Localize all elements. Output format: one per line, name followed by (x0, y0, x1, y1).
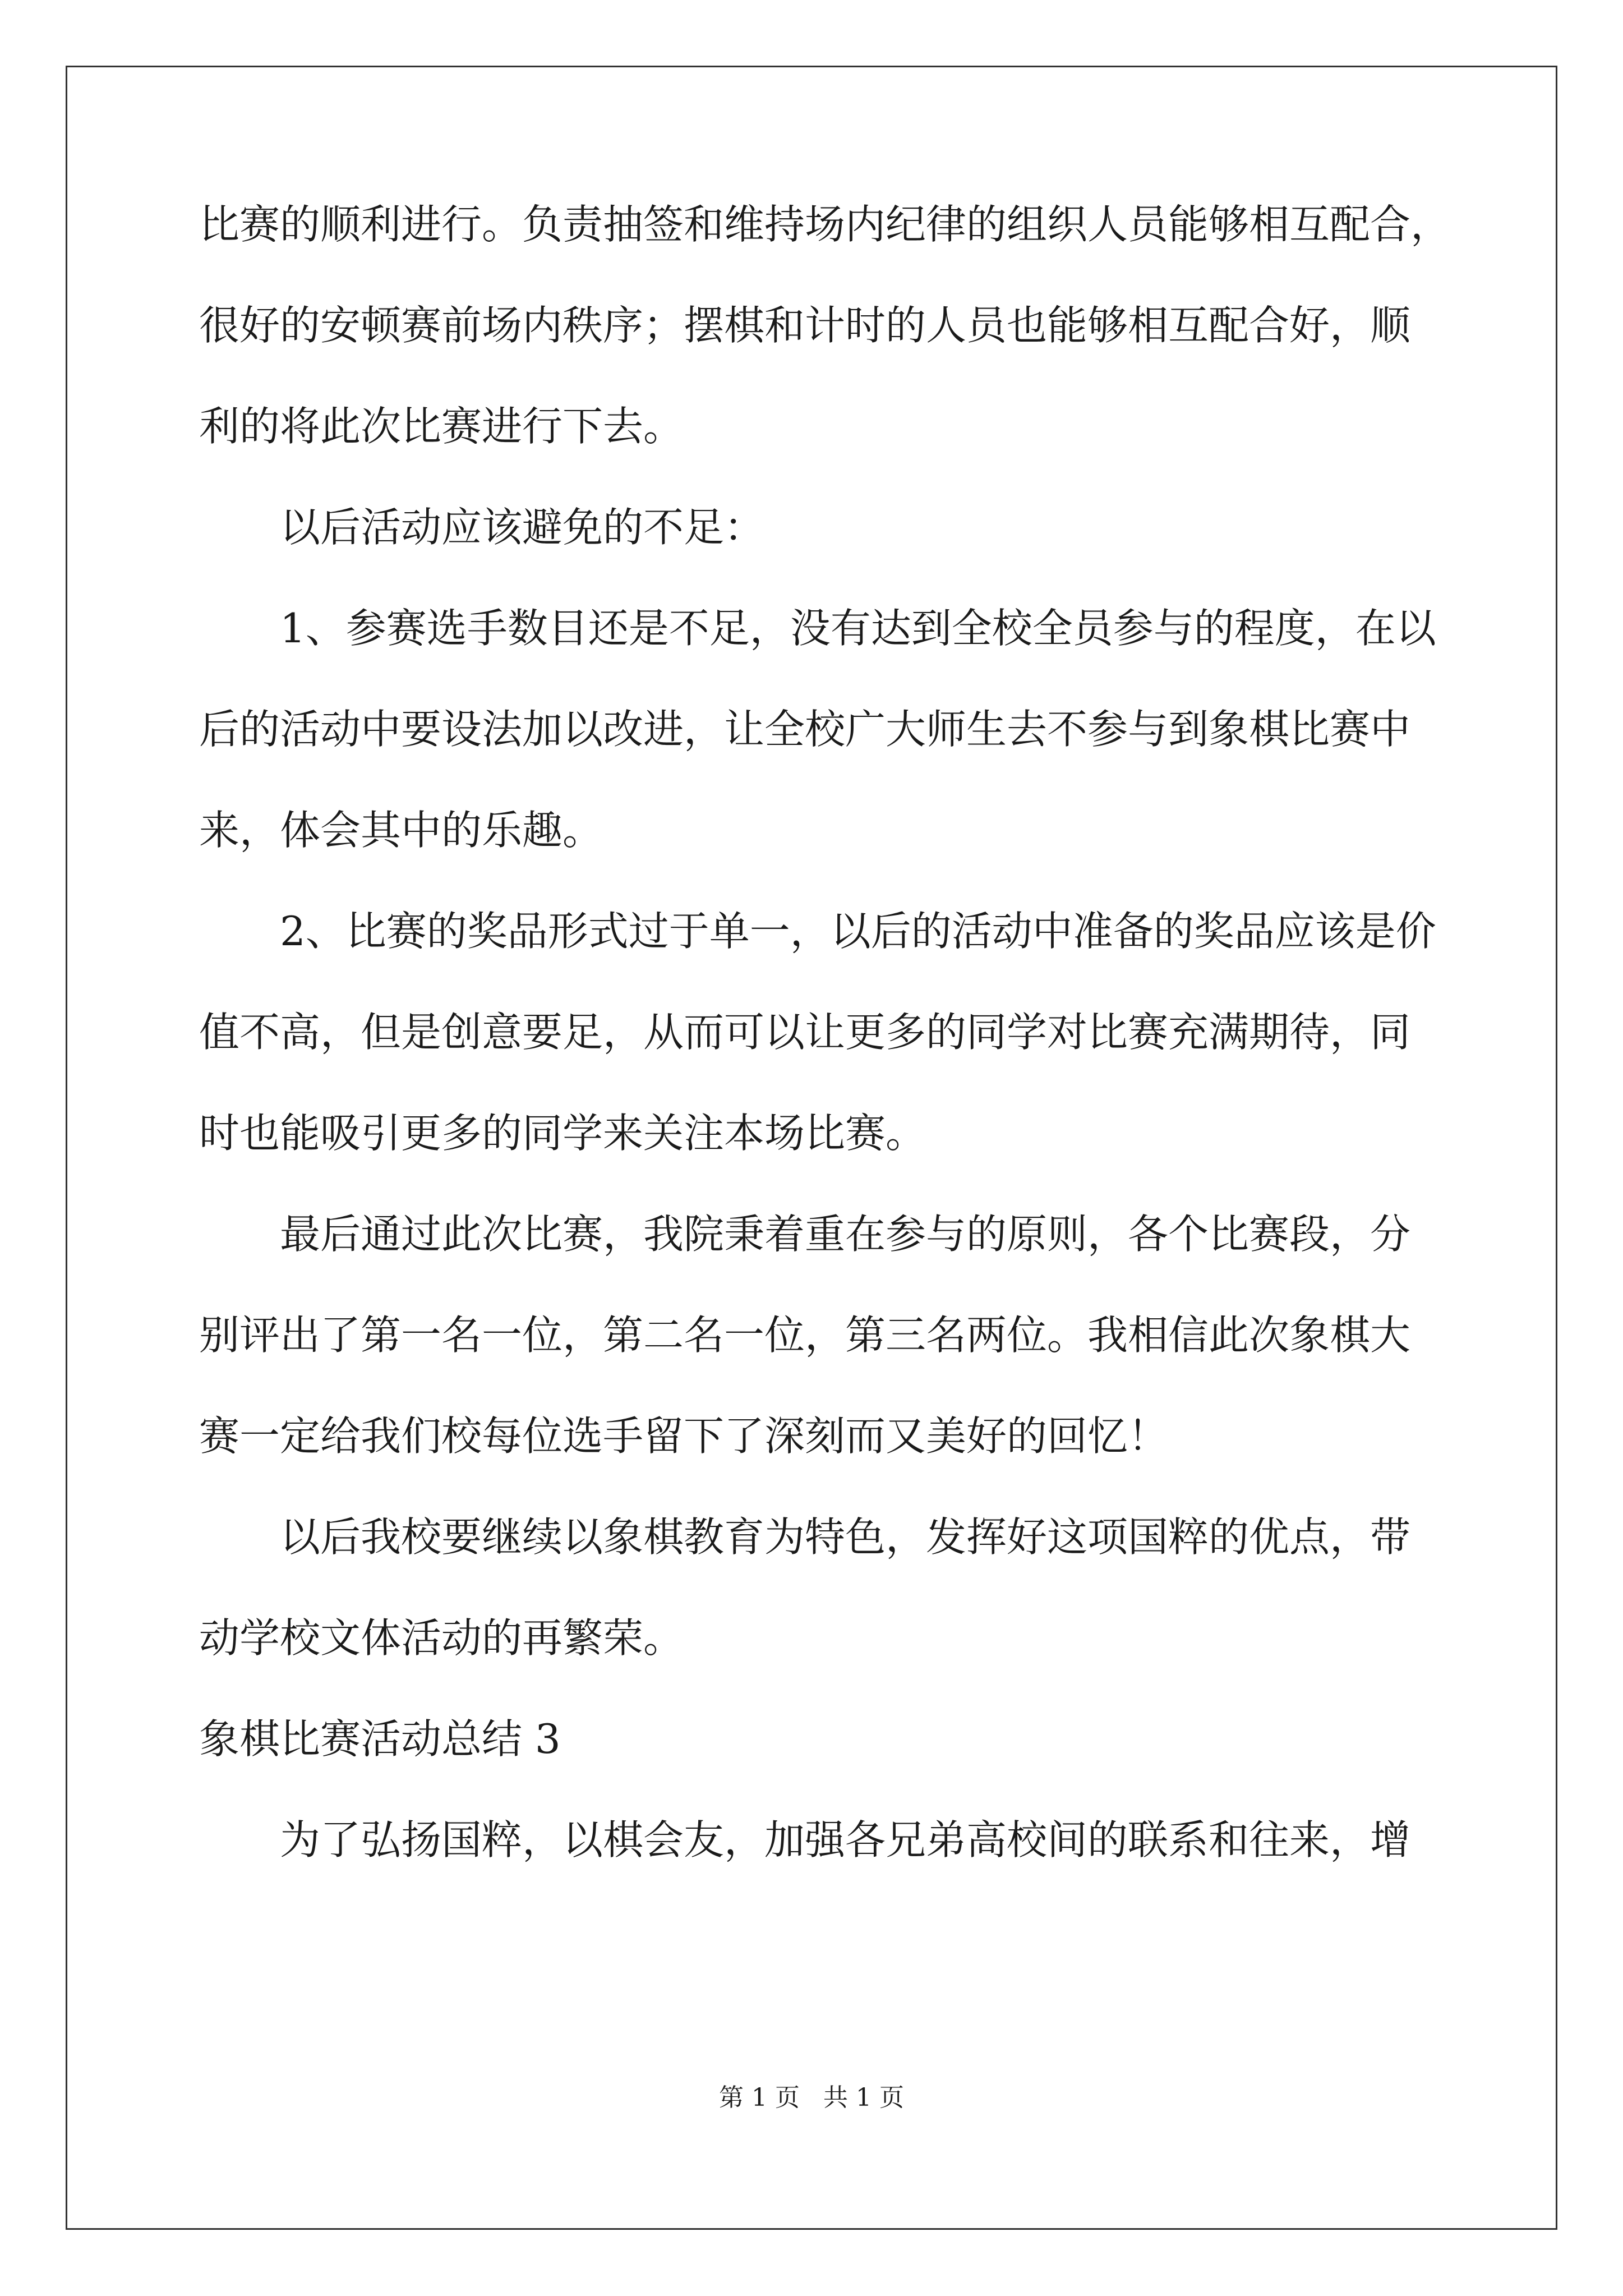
paragraph-line: 值不高，但是创意要足，从而可以让更多的同学对比赛充满期待，同 (199, 1009, 1411, 1056)
paragraph-line: 以后我校要继续以象棋教育为特色，发挥好这项国粹的优点，带 (280, 1513, 1411, 1561)
paragraph-line: 来，体会其中的乐趣。 (199, 807, 603, 854)
paragraph-line: 赛一定给我们校每位选手留下了深刻而又美好的回忆！ (199, 1412, 1169, 1460)
paragraph-line: 最后通过此次比赛，我院秉着重在参与的原则，各个比赛段，分 (280, 1211, 1411, 1258)
paragraph-line: 1、参赛选手数目还是不足，没有达到全校全员参与的程度，在以 (280, 605, 1436, 652)
paragraph-line: 后的活动中要设法加以改进，让全校广大师生去不参与到象棋比赛中 (199, 706, 1411, 753)
paragraph-line: 为了弘扬国粹，以棋会友，加强各兄弟高校间的联系和往来，增 (280, 1816, 1411, 1864)
paragraph-line: 别评出了第一名一位，第二名一位，第三名两位。我相信此次象棋大 (199, 1312, 1411, 1359)
paragraph-line: 动学校文体活动的再繁荣。 (199, 1614, 684, 1662)
paragraph-line: 时也能吸引更多的同学来关注本场比赛。 (199, 1110, 926, 1157)
paragraph-line: 很好的安顿赛前场内秩序；摆棋和计时的人员也能够相互配合好，顺 (199, 302, 1411, 349)
page-footer: 第 1 页 共 1 页 (719, 2083, 904, 2112)
document-body (199, 201, 1451, 1918)
paragraph-line: 2、比赛的奖品形式过于单一，以后的活动中准备的奖品应该是价 (280, 908, 1436, 955)
section-heading: 象棋比赛活动总结 3 (199, 1715, 561, 1763)
paragraph-line: 比赛的顺利进行。负责抽签和维持场内纪律的组织人员能够相互配合， (199, 201, 1451, 248)
paragraph-line: 利的将此次比赛进行下去。 (199, 403, 684, 450)
paragraph-line: 以后活动应该避免的不足： (280, 504, 765, 551)
